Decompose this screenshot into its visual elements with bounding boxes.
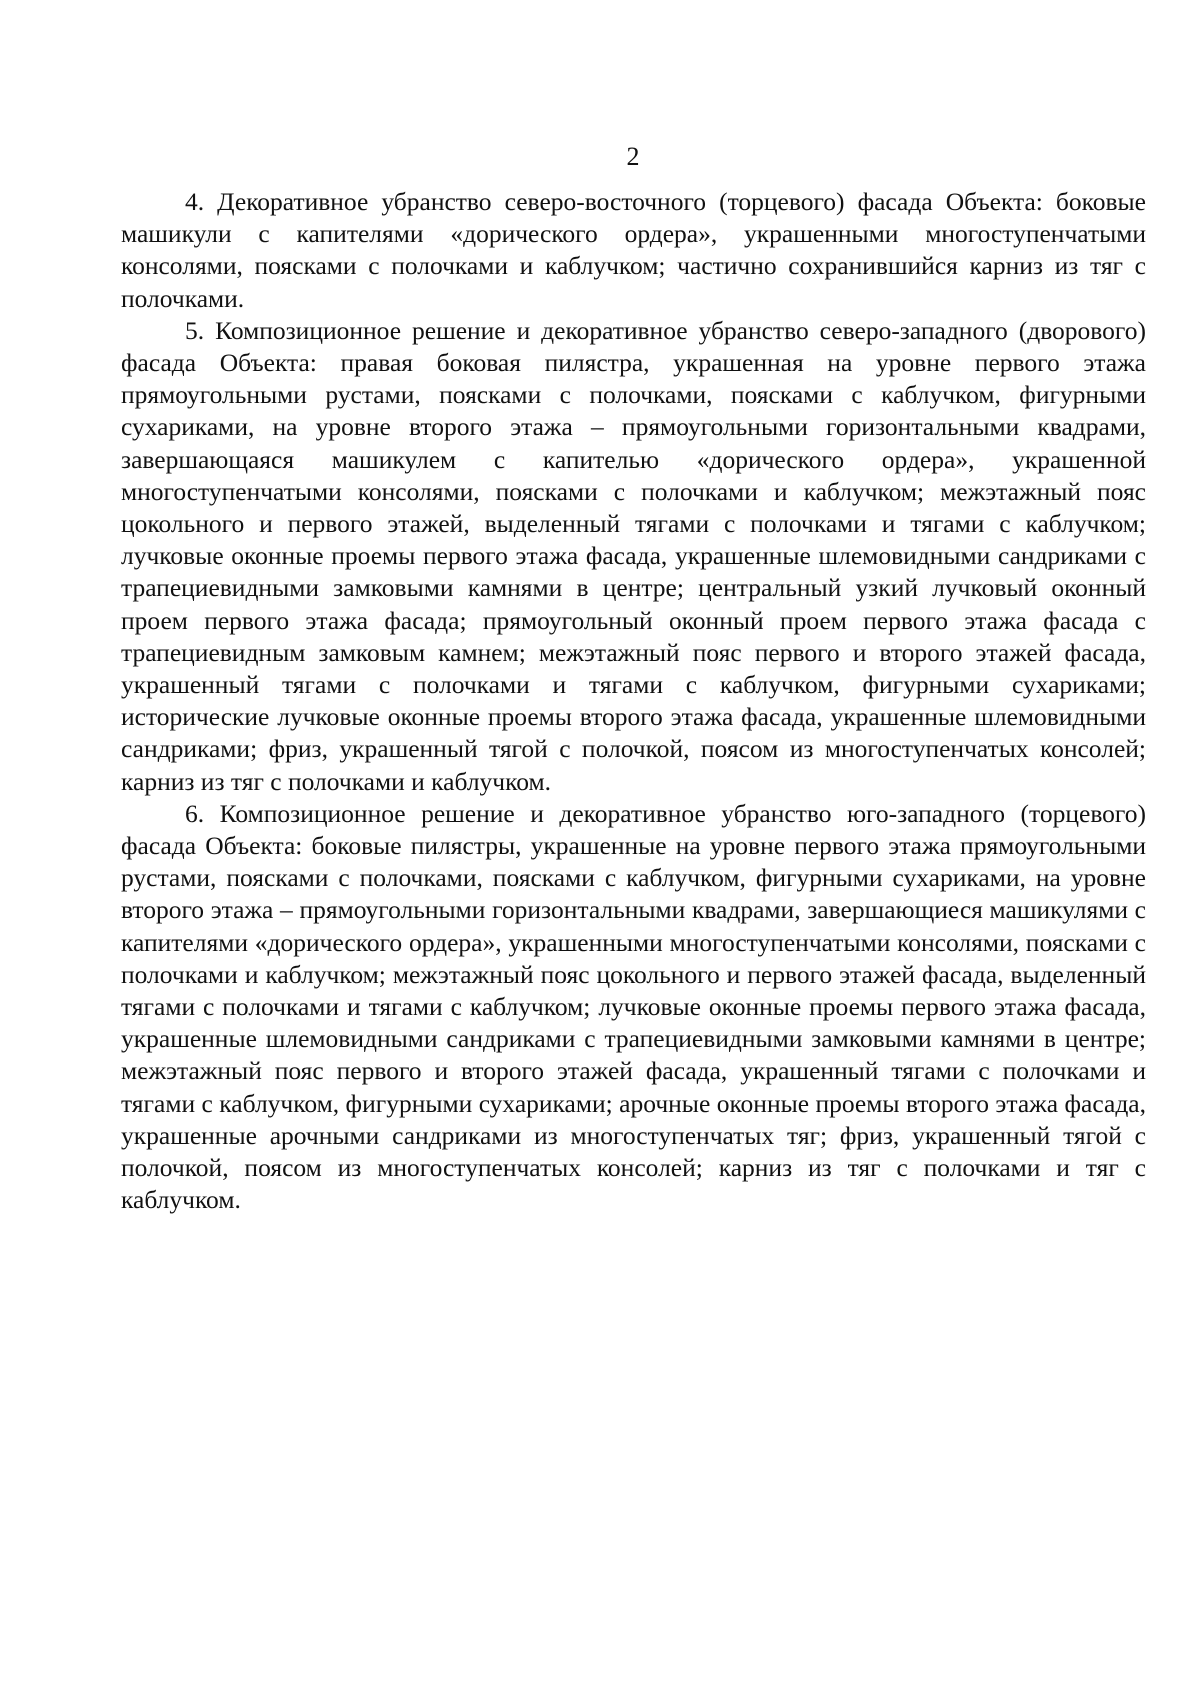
document-body	[121, 186, 1146, 1217]
paragraph-item-4: 4. Декоративное убранство северо-восточного (торцевого) фасада Объекта: боковые машикули с капителями «дорического ордера», украшенными многоступенчатыми консолями, поясками с полочками и каблучком; частично сохранившийся карниз из тяг с полочками.	[121, 187, 1146, 313]
page-number: 2	[626, 142, 640, 171]
paragraph-item-5: 5. Композиционное решение и декоративное убранство северо-западного (дворового) фасада Объекта: правая боковая пилястра, украшенная на уровне первого этажа прямоугольными рустами, поясками с полочками, поясками с каблучком, фигурными сухариками, на уровне второго этажа – прямоугольными горизонтальными квадрами, завершающаяся машикулем с капителью «дорического ордера», украшенной многоступенчатыми консолями, поясками с полочками и каблучком; межэтажный пояс цокольного и первого этажей, выделенный тягами с полочками и тягами с каблучком; лучковые оконные проемы первого этажа фасада, украшенные шлемовидными сандриками с трапециевидными замковыми камнями в центре; центральный узкий лучковый оконный проем первого этажа фасада; прямоугольный оконный проем первого этажа фасада с трапециевидным замковым камнем; межэтажный пояс первого и второго этажей фасада, украшенный тягами с полочками и тягами с каблучком, фигурными сухариками; исторические лучковые оконные проемы второго этажа фасада, украшенные шлемовидными сандриками; фриз, украшенный тягой с полочкой, поясом из многоступенчатых консолей; карниз из тяг с полочками и каблучком.	[121, 315, 1146, 796]
paragraph-item-6: 6. Композиционное решение и декоративное убранство юго-западного (торцевого) фасада Объекта: боковые пилястры, украшенные на уровне первого этажа прямоугольными рустами, поясками с полочками, поясками с каблучком, фигурными сухариками, на уровне второго этажа – прямоугольными горизонтальными квадрами, завершающиеся машикулями с капителями «дорического ордера», украшенными многоступенчатыми консолями, поясками с полочками и каблучком; межэтажный пояс цокольного и первого этажей фасада, выделенный тягами с полочками и тягами с каблучком; лучковые оконные проемы первого этажа фасада, украшенные шлемовидными сандриками с трапециевидными замковыми камнями в центре; межэтажный пояс первого и второго этажей фасада, украшенный тягами с полочками и тягами с каблучком, фигурными сухариками; арочные оконные проемы второго этажа фасада, украшенные арочными сандриками из многоступенчатых тяг; фриз, украшенный тягой с полочкой, поясом из многоступенчатых консолей; карниз из тяг с полочками и тяг с каблучком.	[121, 798, 1146, 1215]
